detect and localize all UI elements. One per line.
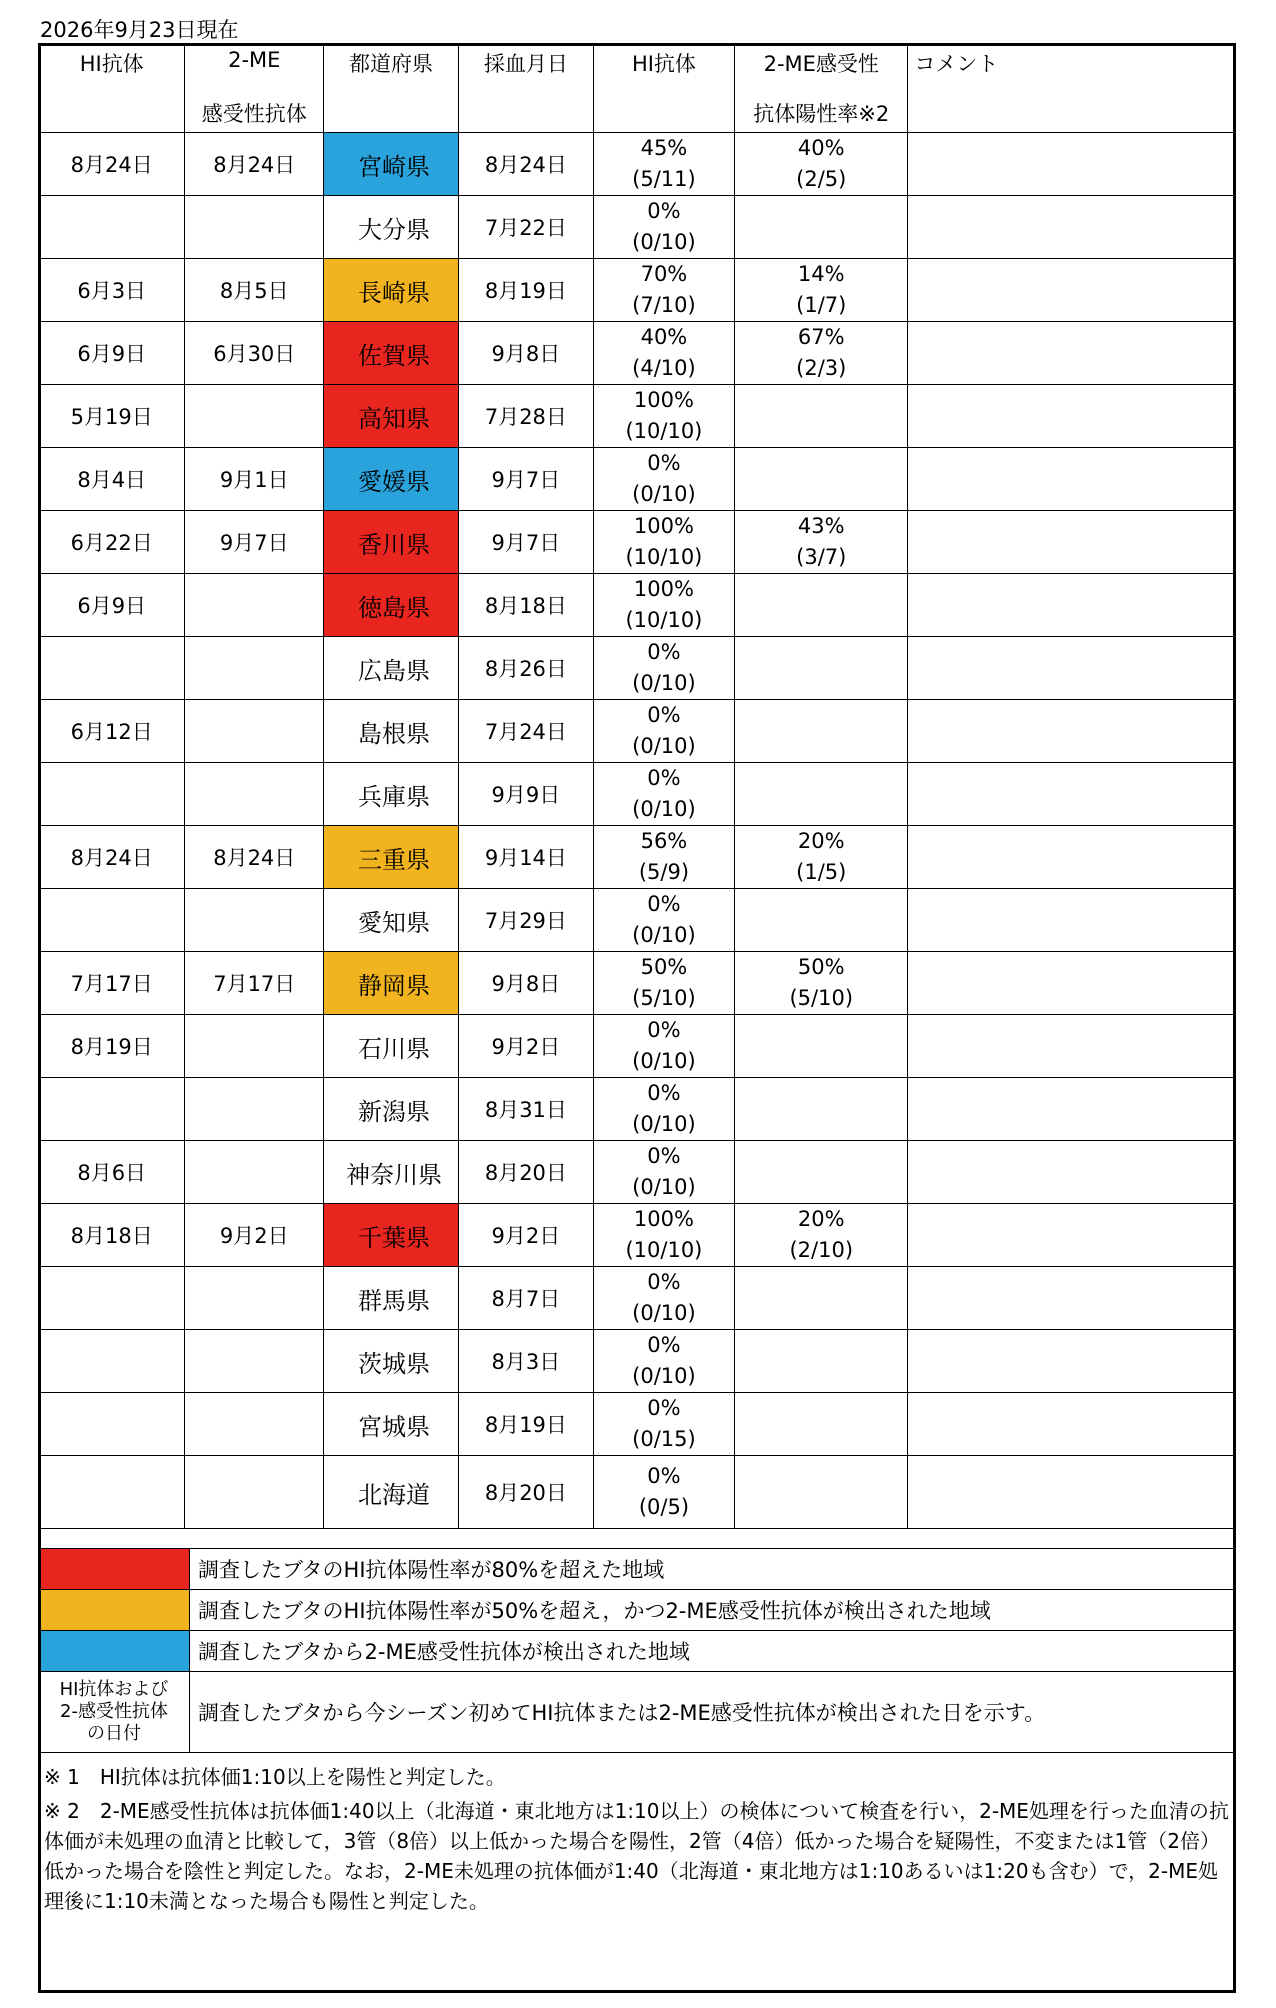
- cell-hi-first-date: 6月9日: [39, 322, 185, 385]
- cell-hi-first-date: 6月22日: [39, 511, 185, 574]
- cell-hi-first-date: 6月12日: [39, 700, 185, 763]
- header-comment: コメント: [908, 44, 1236, 133]
- cell-prefecture: 高知県: [324, 385, 459, 448]
- cell-sampling-date: 7月29日: [458, 889, 593, 952]
- cell-me-first-date: 8月5日: [185, 259, 324, 322]
- cell-sampling-date: 9月2日: [458, 1015, 593, 1078]
- header-sampling-date: 採血月日: [458, 44, 593, 133]
- cell-hi-rate: 45% (5/11): [593, 133, 734, 196]
- header-prefecture: 都道府県: [324, 44, 459, 133]
- cell-hi-first-date: 8月19日: [39, 1015, 185, 1078]
- cell-me-first-date: 7月17日: [185, 952, 324, 1015]
- legend-text-red: 調査したブタのHI抗体陽性率が80%を超えた地域: [190, 1549, 1236, 1590]
- cell-me-first-date: 8月24日: [185, 133, 324, 196]
- cell-hi-rate: 70% (7/10): [593, 259, 734, 322]
- cell-sampling-date: 7月22日: [458, 196, 593, 259]
- footnote-2: ※ 2 2-ME感受性抗体は抗体価1:40以上（北海道・東北地方は1:10以上）の検体について検査を行い，2-ME処理を行った血清の抗体価が未処理の血清と比較して，3管（8倍）以上低かった場合を陽性，2管（4倍）低かった場合を疑陽性，不変または1管（2倍）低かった場合を陰性と判定した。なお，2-ME未処理の抗体価が1:40（北海道・東北地方は1:10あるいは1:20も含む）で，2-ME処理後に1:10未満となった場合も陽性と判定した。: [44, 1799, 1229, 1913]
- cell-me-first-date: 6月30日: [185, 322, 324, 385]
- cell-sampling-date: 8月3日: [458, 1330, 593, 1393]
- cell-prefecture: 大分県: [324, 196, 459, 259]
- cell-hi-rate: 0% (0/15): [593, 1393, 734, 1456]
- cell-sampling-date: 8月19日: [458, 259, 593, 322]
- legend-date-text: 調査したブタから今シーズン初めてHI抗体または2-ME感受性抗体が検出された日を示す。: [190, 1672, 1236, 1753]
- cell-prefecture: 佐賀県: [324, 322, 459, 385]
- cell-prefecture: 石川県: [324, 1015, 459, 1078]
- cell-prefecture: 神奈川県: [324, 1141, 459, 1204]
- cell-sampling-date: 8月7日: [458, 1267, 593, 1330]
- cell-hi-rate: 100% (10/10): [593, 511, 734, 574]
- cell-sampling-date: 7月24日: [458, 700, 593, 763]
- cell-sampling-date: 8月19日: [458, 1393, 593, 1456]
- legend-text-orange: 調査したブタのHI抗体陽性率が50%を超え，かつ2-ME感受性抗体が検出された地域: [190, 1590, 1236, 1631]
- cell-me-rate: 20% (2/10): [735, 1204, 908, 1267]
- cell-sampling-date: 9月7日: [458, 511, 593, 574]
- cell-sampling-date: 9月7日: [458, 448, 593, 511]
- cell-prefecture: 千葉県: [324, 1204, 459, 1267]
- cell-prefecture: 広島県: [324, 637, 459, 700]
- cell-hi-first-date: 8月6日: [39, 1141, 185, 1204]
- cell-me-rate: 20% (1/5): [735, 826, 908, 889]
- cell-sampling-date: 9月2日: [458, 1204, 593, 1267]
- cell-me-rate: 67% (2/3): [735, 322, 908, 385]
- cell-hi-first-date: 8月24日: [39, 133, 185, 196]
- cell-hi-rate: 100% (10/10): [593, 574, 734, 637]
- cell-prefecture: 徳島県: [324, 574, 459, 637]
- cell-hi-rate: 0% (0/10): [593, 889, 734, 952]
- cell-hi-rate: 0% (0/5): [593, 1456, 734, 1529]
- cell-hi-first-date: 8月18日: [39, 1204, 185, 1267]
- cell-me-first-date: 8月24日: [185, 826, 324, 889]
- cell-me-first-date: 9月2日: [185, 1204, 324, 1267]
- cell-prefecture: 宮城県: [324, 1393, 459, 1456]
- cell-sampling-date: 8月24日: [458, 133, 593, 196]
- cell-me-rate: 50% (5/10): [735, 952, 908, 1015]
- cell-me-rate: 43% (3/7): [735, 511, 908, 574]
- cell-prefecture: 長崎県: [324, 259, 459, 322]
- cell-hi-rate: 40% (4/10): [593, 322, 734, 385]
- cell-sampling-date: 8月18日: [458, 574, 593, 637]
- cell-hi-rate: 0% (0/10): [593, 700, 734, 763]
- header-hi-rate: HI抗体: [593, 44, 734, 133]
- cell-sampling-date: 9月8日: [458, 322, 593, 385]
- cell-sampling-date: 8月26日: [458, 637, 593, 700]
- cell-prefecture: 静岡県: [324, 952, 459, 1015]
- cell-prefecture: 新潟県: [324, 1078, 459, 1141]
- cell-hi-rate: 0% (0/10): [593, 1141, 734, 1204]
- cell-hi-rate: 0% (0/10): [593, 1078, 734, 1141]
- cell-prefecture: 宮崎県: [324, 133, 459, 196]
- cell-prefecture: 愛知県: [324, 889, 459, 952]
- cell-sampling-date: 9月14日: [458, 826, 593, 889]
- cell-prefecture: 島根県: [324, 700, 459, 763]
- header-me-rate: 2-ME感受性 抗体陽性率※2: [735, 44, 908, 133]
- cell-hi-rate: 0% (0/10): [593, 1015, 734, 1078]
- cell-hi-first-date: 8月24日: [39, 826, 185, 889]
- report-date: 2026年9月23日現在: [40, 18, 239, 42]
- cell-sampling-date: 8月31日: [458, 1078, 593, 1141]
- cell-sampling-date: 8月20日: [458, 1456, 593, 1529]
- cell-hi-first-date: 7月17日: [39, 952, 185, 1015]
- cell-prefecture: 群馬県: [324, 1267, 459, 1330]
- cell-hi-rate: 100% (10/10): [593, 1204, 734, 1267]
- cell-hi-rate: 0% (0/10): [593, 637, 734, 700]
- cell-hi-rate: 100% (10/10): [593, 385, 734, 448]
- cell-prefecture: 兵庫県: [324, 763, 459, 826]
- cell-hi-first-date: 6月9日: [39, 574, 185, 637]
- cell-hi-rate: 0% (0/10): [593, 448, 734, 511]
- cell-me-rate: 14% (1/7): [735, 259, 908, 322]
- cell-sampling-date: 7月28日: [458, 385, 593, 448]
- cell-sampling-date: 9月9日: [458, 763, 593, 826]
- cell-sampling-date: 8月20日: [458, 1141, 593, 1204]
- cell-sampling-date: 9月8日: [458, 952, 593, 1015]
- header-me-first-date: 2-ME 感受性抗体: [185, 44, 324, 133]
- cell-prefecture: 香川県: [324, 511, 459, 574]
- cell-me-first-date: 9月1日: [185, 448, 324, 511]
- cell-hi-rate: 50% (5/10): [593, 952, 734, 1015]
- cell-prefecture: 北海道: [324, 1456, 459, 1529]
- footnote-1: ※ 1 HI抗体は抗体価1:10以上を陽性と判定した。: [44, 1765, 506, 1789]
- legend-date-label: HI抗体および 2-感受性抗体 の日付: [39, 1672, 190, 1753]
- cell-hi-rate: 0% (0/10): [593, 1267, 734, 1330]
- cell-me-first-date: 9月7日: [185, 511, 324, 574]
- cell-prefecture: 茨城県: [324, 1330, 459, 1393]
- cell-hi-rate: 0% (0/10): [593, 1330, 734, 1393]
- cell-hi-rate: 0% (0/10): [593, 763, 734, 826]
- outer-border: [38, 43, 1236, 1993]
- cell-hi-rate: 56% (5/9): [593, 826, 734, 889]
- legend-text-blue: 調査したブタから2-ME感受性抗体が検出された地域: [190, 1631, 1236, 1672]
- cell-hi-rate: 0% (0/10): [593, 196, 734, 259]
- cell-me-rate: 40% (2/5): [735, 133, 908, 196]
- cell-prefecture: 愛媛県: [324, 448, 459, 511]
- cell-hi-first-date: 5月19日: [39, 385, 185, 448]
- cell-prefecture: 三重県: [324, 826, 459, 889]
- header-hi-first-date: HI抗体: [39, 44, 185, 133]
- cell-hi-first-date: 6月3日: [39, 259, 185, 322]
- cell-hi-first-date: 8月4日: [39, 448, 185, 511]
